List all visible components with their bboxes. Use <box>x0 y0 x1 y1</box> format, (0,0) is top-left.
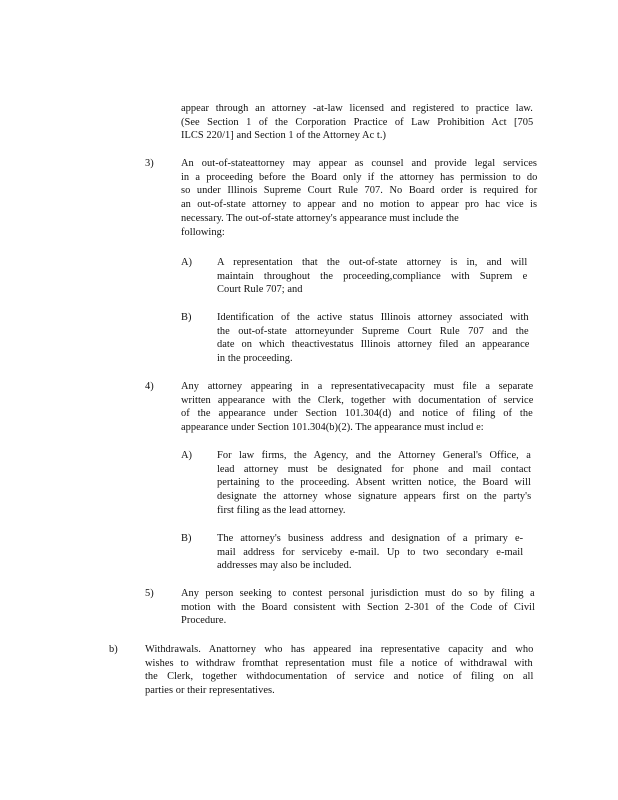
text-line: of the appearance under Section 101.304(d) and notice of filing of the <box>181 408 533 420</box>
text-line: designate the attorney whose signature appears first on the party's <box>217 491 532 503</box>
text-line: Identification of the active status Illinois attorney associated with <box>217 312 529 323</box>
item-3-sub-b-paragraph <box>217 311 529 366</box>
item-3-paragraph <box>181 157 537 239</box>
text-line: necessary. The out-of-state attorney's appearance must include the <box>181 212 459 224</box>
text-line: motion with the Board consistent with Section 2-301 of the Code of Civil <box>181 601 535 613</box>
text-line: in the proceeding. <box>217 353 293 365</box>
text-line: A representation that the out-of-state attorney is in, and will <box>217 257 528 268</box>
text-line: pertaining to the proceeding. Absent written notice, the Board will <box>217 477 531 489</box>
text-line: the Clerk, together withdocumentation of service and notice of filing on all <box>145 671 534 683</box>
item-5-marker: 5) <box>145 588 154 599</box>
text-line: For law firms, the Agency, and the Attorney General's Office, a <box>217 450 531 461</box>
item-3-sub-a-marker: A) <box>181 257 193 268</box>
text-line: in a proceeding before the Board only if the attorney has permission to do <box>181 171 538 183</box>
text-line: Withdrawals. Anattorney who has appeared ina representative capacity and who <box>145 644 534 655</box>
item-3-marker: 3) <box>145 158 154 169</box>
text-line: Court Rule 707; and <box>217 284 303 296</box>
text-line: Procedure. <box>181 615 227 627</box>
text-line: An out-of-stateattorney may appear as counsel and provide legal services <box>181 158 537 169</box>
text-line: Any attorney appearing in a representativecapacity must file a separate <box>181 381 534 392</box>
item-4-paragraph <box>181 380 533 435</box>
text-line: written appearance with the Clerk, together with documentation of service <box>181 394 534 406</box>
section-b-marker: b) <box>109 644 118 655</box>
item-4-marker: 4) <box>145 381 154 392</box>
continuation-paragraph <box>181 102 533 143</box>
text-line: wishes to withdraw fromthat representation must file a notice of withdrawal with <box>145 657 533 669</box>
text-line: The attorney's business address and designation of a primary e- <box>217 533 524 544</box>
text-line: appear through an attorney -at-law licensed and registered to practice law. <box>181 103 533 114</box>
text-line: parties or their representatives. <box>145 685 275 697</box>
item-4-sub-a-marker: A) <box>181 450 193 461</box>
section-b-paragraph <box>145 643 533 698</box>
text-line: date on which theactivestatus Illinois attorney filed an appearance <box>217 339 530 351</box>
item-3-sub-a-paragraph <box>217 256 527 297</box>
text-line: (See Section 1 of the Corporation Practice of Law Prohibition Act [705 <box>181 116 534 128</box>
item-4-sub-a-paragraph <box>217 449 531 518</box>
text-line: so under Illinois Supreme Court Rule 707. No Board order is required for <box>181 185 538 197</box>
text-line: an out-of-state attorney to appear and no motion to appear pro hac vice is <box>181 199 538 211</box>
text-line: following: <box>181 226 225 238</box>
item-4-sub-b-marker: B) <box>181 533 192 544</box>
item-4-sub-b-paragraph <box>217 532 523 573</box>
text-line: Any person seeking to contest personal jurisdiction must do so by filing a <box>181 588 535 599</box>
text-line: the out-of-state attorneyunder Supreme Court Rule 707 and the <box>217 325 529 337</box>
text-line: ILCS 220/1] and Section 1 of the Attorney Ac t.) <box>181 130 386 142</box>
text-line: mail address for serviceby e-mail. Up to two secondary e-mail <box>217 546 524 558</box>
item-5-paragraph <box>181 587 535 628</box>
text-line: first filing as the lead attorney. <box>217 504 346 516</box>
item-3-sub-b-marker: B) <box>181 312 192 323</box>
text-line: addresses may also be included. <box>217 560 352 572</box>
text-line: lead attorney must be designated for phone and mail contact <box>217 463 532 475</box>
text-line: maintain throughout the proceeding,compliance with Suprem e <box>217 270 528 282</box>
text-line: appearance under Section 101.304(b)(2). The appearance must includ e: <box>181 422 484 434</box>
